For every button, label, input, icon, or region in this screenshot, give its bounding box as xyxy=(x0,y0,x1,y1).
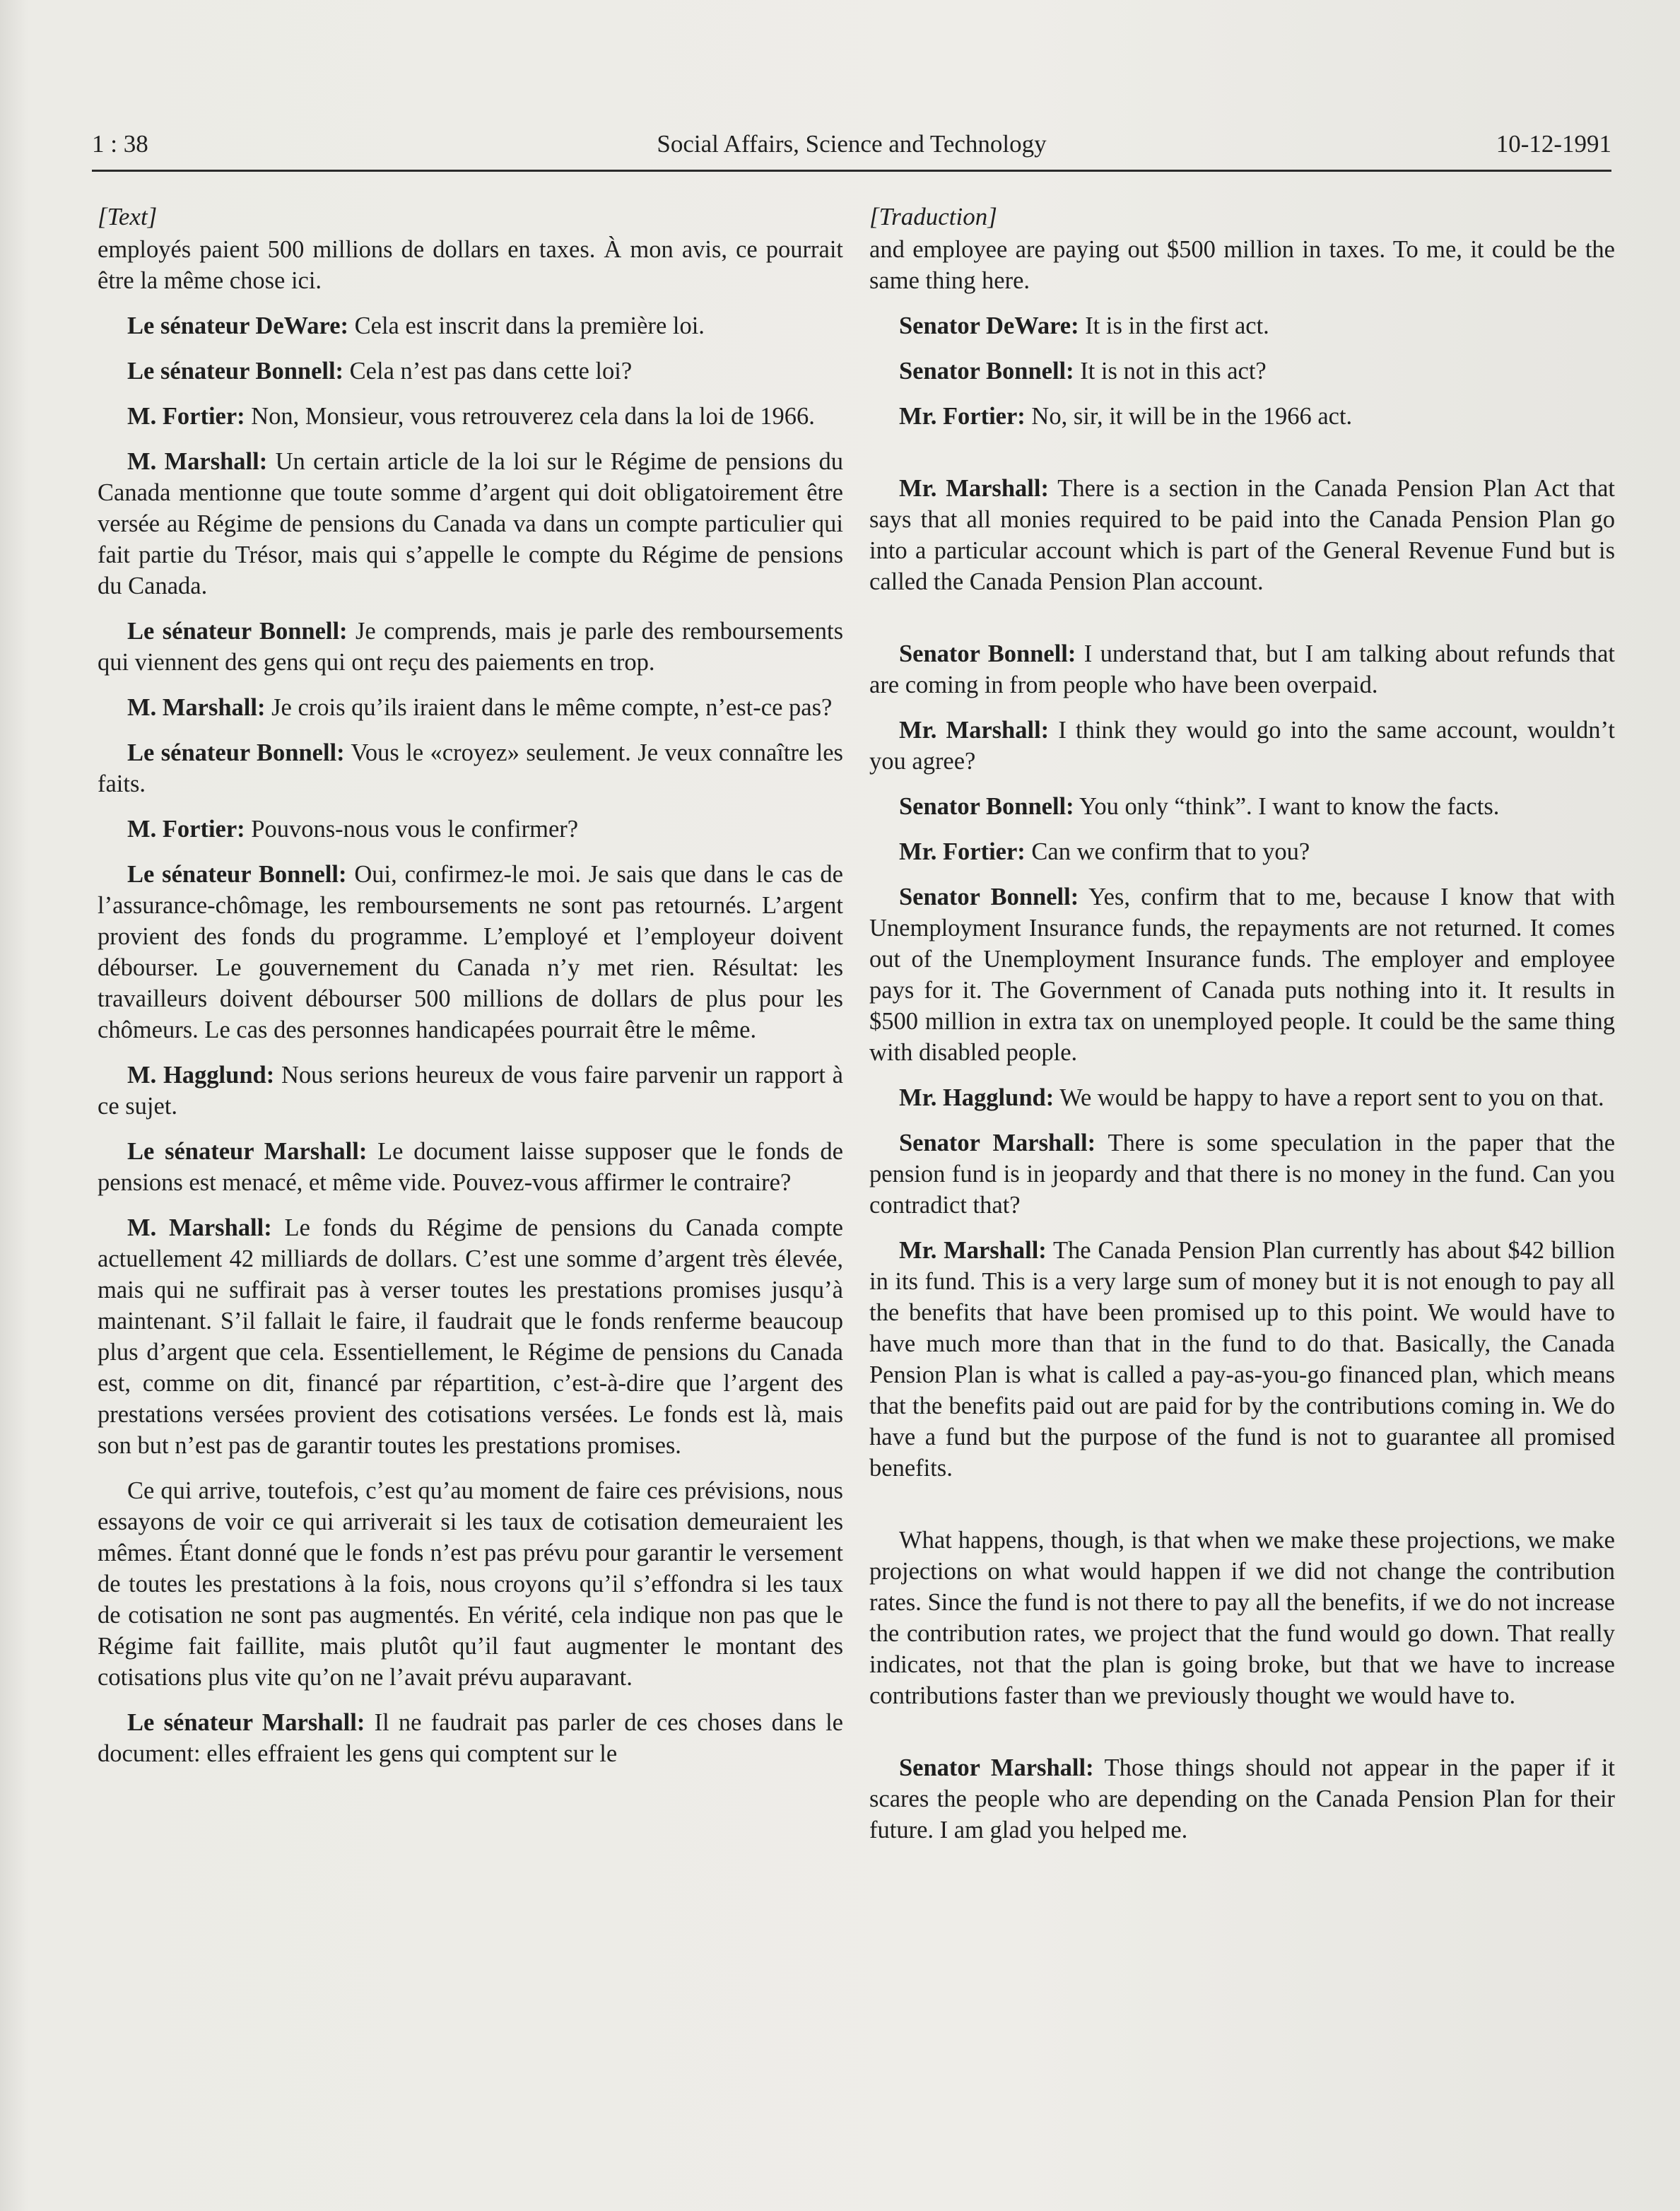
paragraph xyxy=(869,1082,1615,1113)
speech-text: I understand that, but I am talking about refunds that are coming in from people who have been overpaid. xyxy=(869,640,1615,698)
speaker-name: Mr. Hagglund: xyxy=(899,1084,1055,1111)
french-column xyxy=(98,201,843,1783)
paragraph xyxy=(869,356,1615,387)
speaker-name: Senator Bonnell: xyxy=(899,358,1074,385)
speaker-name: M. Fortier: xyxy=(127,816,245,843)
english-column xyxy=(869,201,1615,1860)
paragraph xyxy=(98,310,843,341)
paragraph: employés paient 500 millions de dollars en taxes. À mon avis, ce pourrait être la même chose ici. xyxy=(98,236,843,294)
speech-text: Je crois qu’ils iraient dans le même compte, n’est-ce pas? xyxy=(265,694,833,721)
paragraph xyxy=(869,1752,1615,1846)
paragraph xyxy=(98,859,843,1045)
paragraph: Ce qui arrive, toutefois, c’est qu’au moment de faire ces prévisions, nous essayons de voir ce qui arriverait si les taux de cotisation demeuraient les mêmes. Étant donné que le fonds n’est pas prévu pour garantir le versement de toutes les prestations à la fois, nous croyons qu’il s’effondra si les taux de cotisation ne sont pas augmentés. En vérité, cela indique non pas que le Régime fait faillite, mais plutôt qu’il faut augmenter le montant des cotisations plus vite qu’on ne l’avait prévu auparavant. xyxy=(98,1477,843,1691)
speech-text: There is a section in the Canada Pension Plan Act that says that all monies required to be paid into the Canada Pension Plan go into a particular account which is part of the General Revenue Fund but is called the Canada Pension Plan account. xyxy=(869,475,1615,595)
paragraph xyxy=(98,1707,843,1769)
speech-text: Le document laisse supposer que le fonds de pensions est menacé, et même vide. Pouvez-vous affirmer le contraire? xyxy=(98,1138,843,1196)
paragraph xyxy=(98,1060,843,1122)
speaker-name: Senator Bonnell: xyxy=(899,640,1076,667)
speech-text: No, sir, it will be in the 1966 act. xyxy=(1025,403,1353,430)
speaker-name: Mr. Marshall: xyxy=(899,1237,1047,1264)
translation-marker: [Traduction] xyxy=(869,203,997,230)
paragraph xyxy=(98,616,843,678)
paragraph xyxy=(869,715,1615,777)
paragraph xyxy=(98,401,843,432)
speaker-name: Mr. Marshall: xyxy=(899,475,1049,502)
paragraph xyxy=(869,1127,1615,1221)
speech-text: It is in the first act. xyxy=(1079,312,1269,339)
speaker-name: Le sénateur Bonnell: xyxy=(127,861,347,888)
paragraph xyxy=(98,356,843,387)
speaker-name: Senator Marshall: xyxy=(899,1754,1094,1781)
speaker-name: Mr. Marshall: xyxy=(899,717,1050,744)
paragraph xyxy=(98,446,843,602)
paragraph xyxy=(869,1235,1615,1484)
speaker-name: Senator Bonnell: xyxy=(899,793,1074,820)
speaker-name: Senator DeWare: xyxy=(899,312,1079,339)
paragraph xyxy=(98,692,843,723)
speaker-name: M. Hagglund: xyxy=(127,1062,275,1089)
speech-text: Oui, confirmez-le moi. Je sais que dans le cas de l’assurance-chômage, les remboursements ne sont pas retournés. L’argent provient des fonds du programme. L’employé et l’employeur doivent débourser. Le gouvernement du Canada n’y met rien. Résultat: les travailleurs doivent débourser 500 millions de dollars de plus pour les chômeurs. Le cas des personnes handicapées pourrait être le même. xyxy=(98,861,843,1043)
paragraph xyxy=(98,814,843,845)
speaker-name: Le sénateur Marshall: xyxy=(127,1138,368,1165)
speaker-name: Le sénateur Marshall: xyxy=(127,1709,365,1736)
paragraph xyxy=(98,1212,843,1461)
speech-text: It is not in this act? xyxy=(1074,358,1267,385)
committee-title: Social Affairs, Science and Technology xyxy=(657,130,1047,158)
speech-text: Vous le «croyez» seulement. Je veux connaître les faits. xyxy=(98,739,843,797)
paragraph: What happens, though, is that when we make these projections, we make projections on what would happen if we did not change the contribution rates. Since the fund is not there to pay all the benefits, if we do not increase the contribution rates, we project that the fund would go down. That really indicates, not that the plan is going broke, but that we have to increase contributions faster than we previously thought we would have to. xyxy=(869,1527,1615,1709)
speech-text: Le fonds du Régime de pensions du Canada compte actuellement 42 milliards de dollars. C’est une somme d’argent très élevée, mais qui ne suffirait pas à verser toutes les prestations promises jusqu’à maintenant. S’il fallait le faire, il faudrait que le fonds renferme beaucoup plus d’argent que cela. Essentiellement, le Régime de pensions du Canada est, comme on dit, financé par répartition, c’est-à-dire que l’argent des prestations versées provient des cotisations versées. Le fonds est là, mais son but n’est pas de garantir toutes les prestations promises. xyxy=(98,1214,843,1459)
speaker-name: Mr. Fortier: xyxy=(899,403,1026,430)
speech-text: Nous serions heureux de vous faire parvenir un rapport à ce sujet. xyxy=(98,1062,843,1120)
speech-text: Cela est inscrit dans la première loi. xyxy=(348,312,705,339)
speech-text: Je comprends, mais je parle des remboursements qui viennent des gens qui ont reçu des paiements en trop. xyxy=(98,618,843,676)
speech-text: Those things should not appear in the paper if it scares the people who are depending on the Canada Pension Plan for their future. I am glad you helped me. xyxy=(869,1754,1616,1843)
speaker-name: Senator Marshall: xyxy=(899,1130,1096,1156)
speaker-name: Mr. Fortier: xyxy=(899,838,1026,865)
speaker-name: Le sénateur Bonnell: xyxy=(127,618,348,645)
speech-text: Non, Monsieur, vous retrouverez cela dans la loi de 1966. xyxy=(245,403,815,430)
paragraph xyxy=(98,1136,843,1198)
speech-text: I think they would go into the same account, wouldn’t you agree? xyxy=(869,717,1615,775)
speech-text: Cela n’est pas dans cette loi? xyxy=(343,358,633,385)
page-number: 1 : 38 xyxy=(92,130,148,158)
speech-text: Yes, confirm that to me, because I know that with Unemployment Insurance funds, the repayments are not returned. It comes out of the Unemployment Insurance funds. The employer and employee pays for it. The Government of Canada puts nothing into it. It results in $500 million in extra tax on unemployed people. It could be the same thing with disabled people. xyxy=(869,884,1615,1066)
speech-text: The Canada Pension Plan currently has about $42 billion in its fund. This is a very large sum of money but it is not enough to pay all the benefits that have been promised up to this point. We would have to have much more than that in the fund to do that. Basically, the Canada Pension Plan is what is called a pay-as-you-go financed plan, which means that the benefits paid out are paid for by the contributions coming in. We do have a fund but the purpose of the fund is not to guarantee all promised benefits. xyxy=(869,1237,1615,1482)
text-marker: [Text] xyxy=(98,203,158,230)
speaker-name: M. Marshall: xyxy=(127,1214,272,1241)
speech-text: There is some speculation in the paper that the pension fund is in jeopardy and that there is no money in the fund. Can you contradict that? xyxy=(869,1130,1616,1219)
sitting-date: 10-12-1991 xyxy=(1496,130,1611,158)
paragraph xyxy=(869,836,1615,867)
speech-text: Can we confirm that to you? xyxy=(1025,838,1310,865)
speech-text: Un certain article de la loi sur le Régime de pensions du Canada mentionne que toute somme d’argent qui doit obligatoirement être versée au Régime de pensions du Canada va dans un compte particulier qui fait partie du Trésor, mais qui s’appelle le compte du Régime de pensions du Canada. xyxy=(98,448,843,599)
speech-text: We would be happy to have a report sent to you on that. xyxy=(1054,1084,1604,1111)
speaker-name: Le sénateur Bonnell: xyxy=(127,358,344,385)
page-header xyxy=(92,126,1611,172)
speaker-name: M. Marshall: xyxy=(127,694,266,721)
speech-text: You only “think”. I want to know the facts. xyxy=(1074,793,1500,820)
paragraph: and employee are paying out $500 million in taxes. To me, it could be the same thing here. xyxy=(869,236,1615,294)
speech-text: Il ne faudrait pas parler de ces choses dans le document: elles effraient les gens qui comptent sur le xyxy=(98,1709,843,1767)
speaker-name: M. Marshall: xyxy=(127,448,268,475)
speech-text: Pouvons-nous vous le confirmer? xyxy=(245,816,579,843)
paragraph xyxy=(869,473,1615,597)
paragraph xyxy=(98,737,843,799)
speaker-name: Le sénateur Bonnell: xyxy=(127,739,345,766)
paragraph xyxy=(869,401,1615,432)
paragraph xyxy=(869,310,1615,341)
paragraph xyxy=(869,791,1615,822)
speaker-name: Senator Bonnell: xyxy=(899,884,1079,910)
speaker-name: M. Fortier: xyxy=(127,403,245,430)
paragraph xyxy=(869,638,1615,700)
paragraph xyxy=(869,881,1615,1068)
speaker-name: Le sénateur DeWare: xyxy=(127,312,348,339)
